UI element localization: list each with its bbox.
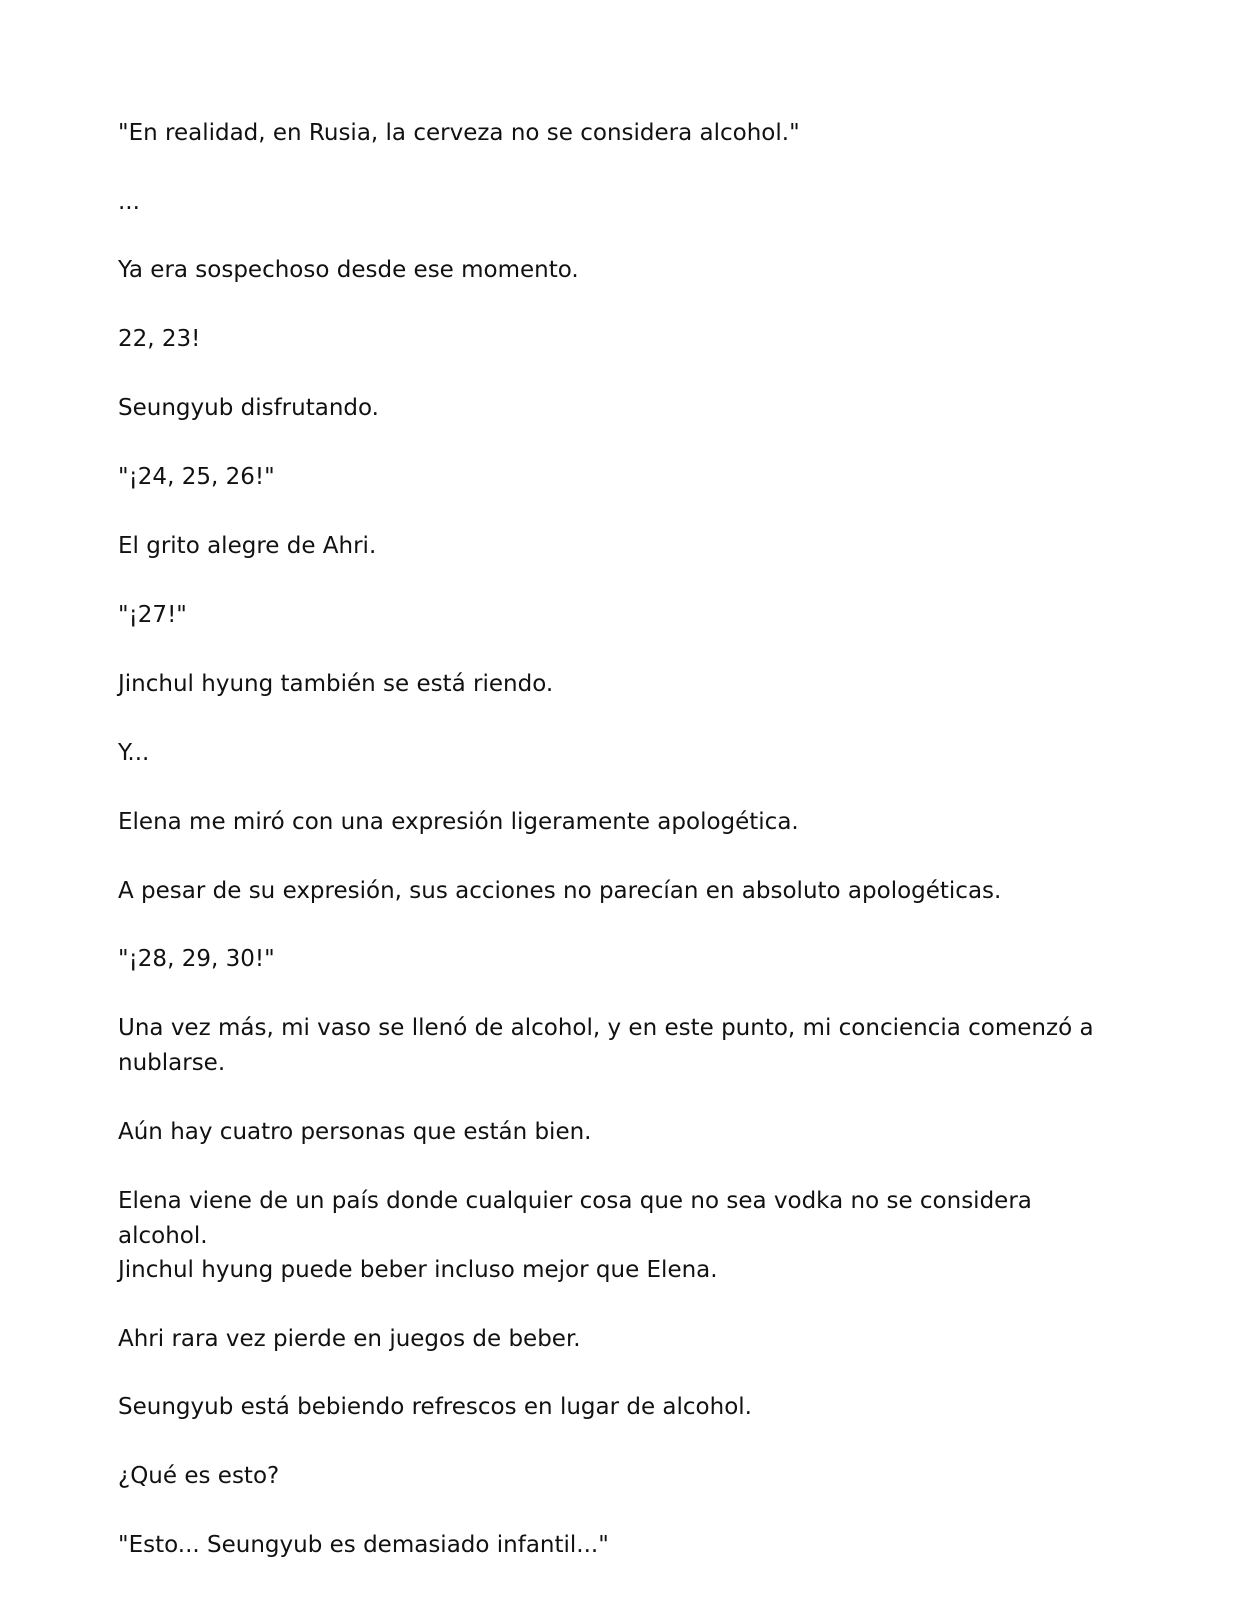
paragraph: Y... (118, 740, 150, 766)
paragraph: ... (118, 189, 140, 215)
paragraph: Jinchul hyung puede beber incluso mejor que Elena. (118, 1257, 718, 1283)
paragraph: Elena viene de un país donde cualquier cosa que no sea vodka no se considera alcohol. (118, 1188, 1032, 1249)
paragraph: Elena me miró con una expresión ligeramente apologética. (118, 809, 799, 835)
paragraph: El grito alegre de Ahri. (118, 533, 377, 559)
paragraph: "¡28, 29, 30!" (118, 946, 275, 972)
paragraph: Jinchul hyung también se está riendo. (118, 671, 554, 697)
paragraph: Seungyub está bebiendo refrescos en lugar de alcohol. (118, 1394, 752, 1420)
paragraph: Ahri rara vez pierde en juegos de beber. (118, 1326, 581, 1352)
paragraph: "¡24, 25, 26!" (118, 464, 275, 490)
paragraph: "Esto... Seungyub es demasiado infantil..." (118, 1532, 609, 1558)
paragraph: Seungyub disfrutando. (118, 395, 379, 421)
paragraph: "¡27!" (118, 602, 187, 628)
paragraph: "En realidad, en Rusia, la cerveza no se considera alcohol." (118, 120, 800, 146)
paragraph: Aún hay cuatro personas que están bien. (118, 1119, 592, 1145)
paragraph: Ya era sospechoso desde ese momento. (118, 257, 579, 283)
paragraph: A pesar de su expresión, sus acciones no parecían en absoluto apologéticas. (118, 878, 1002, 904)
paragraph: 22, 23! (118, 326, 201, 352)
paragraph: Una vez más, mi vaso se llenó de alcohol, y en este punto, mi conciencia comenzó a nublarse. (118, 1015, 1094, 1076)
paragraph: ¿Qué es esto? (118, 1463, 280, 1489)
